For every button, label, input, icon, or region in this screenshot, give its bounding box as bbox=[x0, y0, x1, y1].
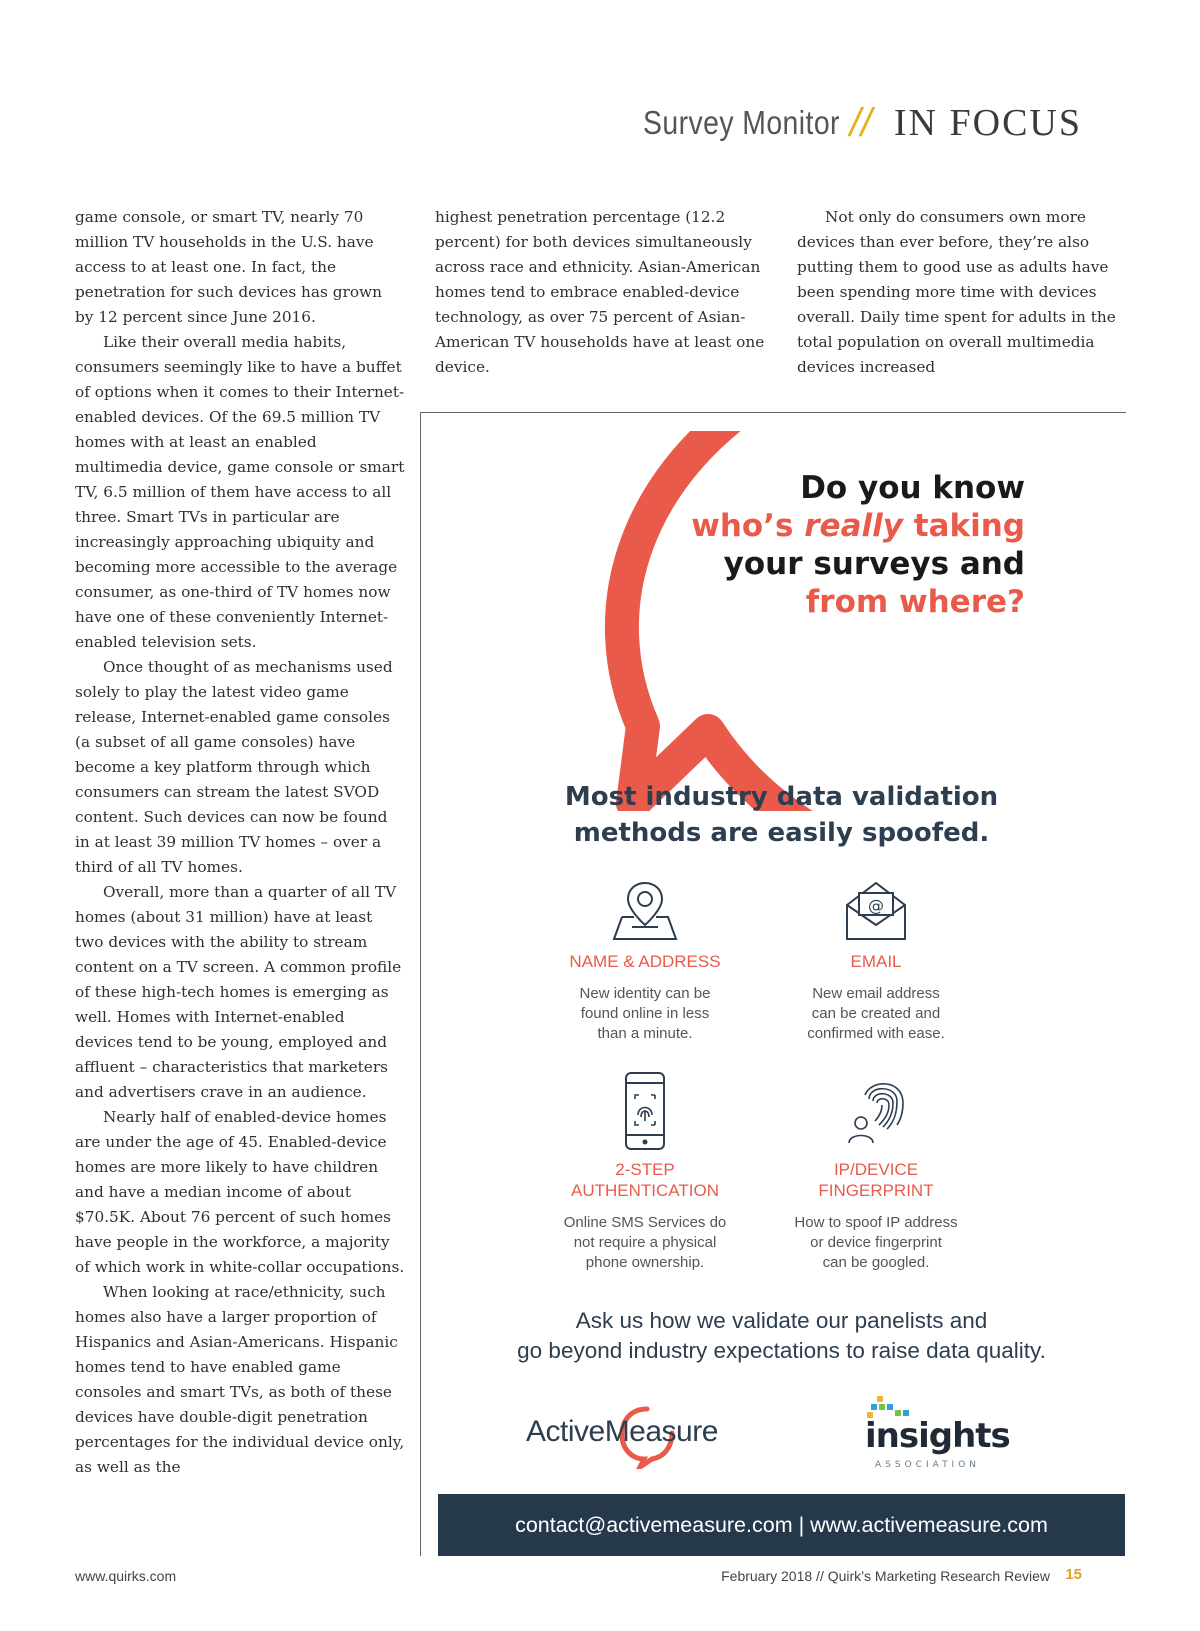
title-line: AUTHENTICATION bbox=[571, 1181, 719, 1200]
paragraph: Like their overall media habits, consumers seemingly like to have a buffet of options when it comes to their Internet-enabled devices. Of the 69.5 million TV homes with at least an enabled multimedia device, game console or smart TV, 6.5 million of them have access to all three. Smart TVs in particular are increasingly approaching ubiquity and becoming more accessible to the average consumer, as one-third of TV homes now have one of these conveniently Internet-enabled television sets. bbox=[75, 333, 405, 651]
subhead-line-1: Most industry data validation bbox=[564, 782, 999, 812]
ad-subhead bbox=[438, 779, 1125, 851]
page-header bbox=[611, 98, 1082, 148]
desc-line: found online in less bbox=[580, 1005, 710, 1022]
feature-title bbox=[761, 1159, 991, 1201]
desc-line: than a minute. bbox=[597, 1025, 693, 1042]
ad-frame-left-rule bbox=[420, 412, 421, 1556]
feature-email bbox=[761, 879, 991, 1044]
activemeasure-wordmark: ActiveMeasure bbox=[526, 1415, 718, 1448]
feature-title: EMAIL bbox=[850, 952, 902, 971]
feature-2-step-authentication bbox=[530, 1071, 760, 1273]
desc-line: can be created and bbox=[811, 1005, 941, 1022]
paragraph: Nearly half of enabled-device homes are under the age of 45. Enabled-device homes are more likely to have children and have a median income of about $70.5K. About 76 percent of such homes have people in the workforce, a majority of which work in white-collar occupations. bbox=[75, 1108, 405, 1276]
cta-line-2: go beyond industry expectations to raise data quality. bbox=[517, 1338, 1046, 1363]
paragraph: highest penetration percentage (12.2 percent) for both devices simultaneously across race and ethnicity. Asian-American homes tend to embrace enabled-device technology, as over 75 percent of Asian-American TV households have at least one device. bbox=[435, 208, 765, 376]
feature-description bbox=[761, 984, 991, 1044]
subhead-line-2: methods are easily spoofed. bbox=[573, 818, 990, 848]
desc-line: or device fingerprint bbox=[810, 1234, 942, 1251]
insights-association-label: ASSOCIATION bbox=[875, 1460, 981, 1470]
paragraph: Once thought of as mechanisms used solely to play the latest video game release, Internet-enabled game consoles (a subset of all game consoles) have become a key platform through which consumers can stream the latest SVOD content. Such devices can now be found in at least 39 million TV homes – over a third of all TV homes. bbox=[75, 658, 393, 876]
feature-name-address bbox=[530, 879, 760, 1044]
activemeasure-logo[interactable] bbox=[526, 1401, 726, 1471]
paragraph: When looking at race/ethnicity, such homes also have a larger proportion of Hispanics and Asian-Americans. Hispanic homes tend to have enabled game consoles and smart TVs, as both of these devices have double-digit penetration percentages for the individual device only, as well as the bbox=[75, 1283, 405, 1476]
headline-red-text-end: taking bbox=[902, 508, 1025, 544]
ad-headline bbox=[691, 469, 1025, 621]
article-column-1 bbox=[75, 205, 405, 1480]
feature-description bbox=[530, 984, 760, 1044]
title-line: FINGERPRINT bbox=[818, 1181, 934, 1200]
section-name: Survey Monitor bbox=[642, 104, 840, 141]
advertisement[interactable] bbox=[438, 431, 1125, 1556]
feature-ip-device-fingerprint bbox=[761, 1071, 991, 1273]
header-separator: // bbox=[849, 100, 872, 145]
page-number: 15 bbox=[1065, 1566, 1082, 1583]
feature-description bbox=[761, 1213, 991, 1273]
ad-call-to-action bbox=[438, 1306, 1125, 1366]
desc-line: phone ownership. bbox=[585, 1254, 705, 1271]
desc-line: Online SMS Services do bbox=[563, 1214, 727, 1231]
desc-line: can be googled. bbox=[822, 1254, 930, 1271]
ad-frame-top-rule bbox=[420, 412, 1126, 413]
footer-website[interactable]: www.quirks.com bbox=[75, 1568, 177, 1584]
insights-association-logo[interactable] bbox=[863, 1396, 1023, 1481]
paragraph: Not only do consumers own more devices than ever before, they’re also putting them to good use as adults have been spending more time with devices overall. Daily time spent for adults in the total population on overall multimedia devices increased bbox=[797, 208, 1116, 376]
article-column-3 bbox=[797, 205, 1127, 380]
section-title: IN FOCUS bbox=[893, 102, 1082, 144]
paragraph: Overall, more than a quarter of all TV homes (about 31 million) have at least two devices with the ability to stream content on a TV screen. A common profile of these high-tech homes is emerging as well. Homes with Internet-enabled devices tend to be young, employed and affluent – characteristics that marketers and advertisers crave in an audience. bbox=[75, 883, 402, 1101]
desc-line: New email address bbox=[812, 985, 940, 1002]
headline-line-1: Do you know bbox=[800, 470, 1025, 506]
cta-line-1: Ask us how we validate our panelists and bbox=[575, 1308, 988, 1333]
email-icon bbox=[841, 879, 911, 943]
map-pin-icon bbox=[610, 879, 680, 943]
fingerprint-icon bbox=[841, 1071, 911, 1151]
desc-line: not require a physical bbox=[573, 1234, 717, 1251]
title-line: IP/DEVICE bbox=[833, 1160, 919, 1179]
insights-wordmark: insights bbox=[865, 1416, 1010, 1456]
feature-description bbox=[530, 1213, 760, 1273]
headline-line-3: your surveys and bbox=[723, 546, 1025, 582]
phone-fingerprint-icon bbox=[620, 1071, 670, 1151]
desc-line: How to spoof IP address bbox=[794, 1214, 958, 1231]
headline-red-text: who’s bbox=[691, 508, 805, 544]
desc-line: New identity can be bbox=[579, 985, 711, 1002]
paragraph: game console, or smart TV, nearly 70 million TV households in the U.S. have access to at least one. In fact, the penetration for such devices has grown by 12 percent since June 2016. bbox=[75, 208, 382, 326]
contact-bar[interactable]: contact@activemeasure.com | www.activemeasure.com bbox=[438, 1494, 1125, 1556]
desc-line: confirmed with ease. bbox=[807, 1025, 945, 1042]
feature-title: NAME & ADDRESS bbox=[569, 952, 721, 971]
title-line: 2-STEP bbox=[615, 1160, 675, 1179]
headline-line-2 bbox=[691, 507, 1025, 545]
svg-text:@: @ bbox=[868, 896, 884, 915]
article-column-2 bbox=[435, 205, 765, 380]
headline-line-4: from where? bbox=[805, 584, 1025, 620]
footer-issue: February 2018 // Quirk’s Marketing Research Review bbox=[721, 1568, 1050, 1584]
feature-title bbox=[530, 1159, 760, 1201]
headline-emphasis: really bbox=[804, 508, 903, 544]
